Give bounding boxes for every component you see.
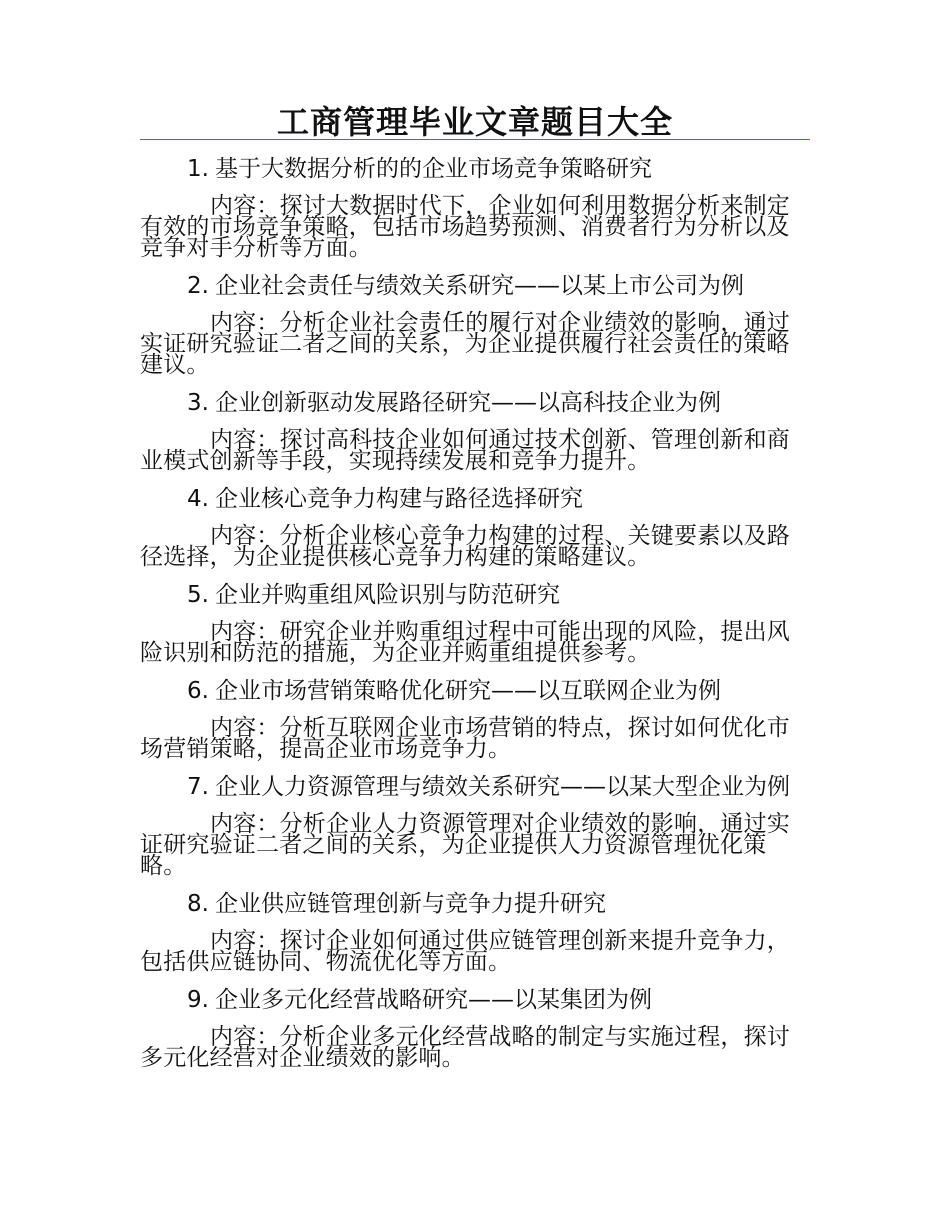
page-title: 工商管理毕业文章题目大全	[276, 103, 673, 141]
topic-number: 7.	[187, 774, 209, 800]
topic-item	[140, 678, 810, 760]
topic-title: 企业多元化经营战略研究——以某集团为例	[214, 987, 652, 1013]
topic-item	[140, 390, 810, 472]
topic-content: 内容：研究企业并购重组过程中可能出现的风险，提出风险识别和防范的措施，为企业并购重组提供参考。	[140, 619, 790, 666]
topic-content: 内容：分析企业多元化经营战略的制定与实施过程，探讨多元化经营对企业绩效的影响。	[140, 1024, 790, 1071]
title-underline	[140, 139, 810, 140]
topic-number: 5.	[187, 582, 209, 608]
topic-heading	[140, 891, 810, 917]
topic-content: 内容：分析企业核心竞争力构建的过程、关键要素以及路径选择，为企业提供核心竞争力构建的策略建议。	[140, 523, 790, 570]
topic-number: 8.	[187, 891, 209, 917]
topic-content: 内容：分析企业社会责任的履行对企业绩效的影响，通过实证研究验证二者之间的关系，为企业提供履行社会责任的策略建议。	[140, 310, 790, 378]
topic-content: 内容：探讨企业如何通过供应链管理创新来提升竞争力，包括供应链协同、物流优化等方面。	[140, 928, 790, 975]
topic-item	[140, 582, 810, 664]
topic-number: 2.	[187, 273, 209, 299]
topic-item	[140, 156, 810, 259]
topic-list	[140, 156, 810, 1069]
topic-number: 6.	[187, 678, 209, 704]
topic-number: 1.	[187, 156, 209, 182]
topic-heading	[140, 273, 810, 299]
topic-number: 3.	[187, 390, 209, 416]
topic-item	[140, 774, 810, 877]
topic-title: 企业市场营销策略优化研究——以互联网企业为例	[214, 678, 721, 704]
topic-content: 内容：分析互联网企业市场营销的特点，探讨如何优化市场营销策略，提高企业市场竞争力。	[140, 715, 790, 762]
topic-title: 企业并购重组风险识别与防范研究	[214, 582, 560, 608]
topic-item	[140, 891, 810, 973]
topic-heading	[140, 774, 810, 800]
topic-heading	[140, 156, 810, 182]
topic-item	[140, 987, 810, 1069]
topic-title: 企业人力资源管理与绩效关系研究——以某大型企业为例	[214, 774, 790, 800]
topic-item	[140, 273, 810, 376]
topic-content: 内容：探讨高科技企业如何通过技术创新、管理创新和商业模式创新等手段，实现持续发展和竞争力提升。	[140, 427, 790, 474]
topic-content: 内容：分析企业人力资源管理对企业绩效的影响，通过实证研究验证二者之间的关系，为企业提供人力资源管理优化策略。	[140, 811, 790, 879]
topic-title: 企业社会责任与绩效关系研究——以某上市公司为例	[214, 273, 744, 299]
topic-title: 基于大数据分析的的企业市场竞争策略研究	[214, 156, 652, 182]
topic-content: 内容：探讨大数据时代下，企业如何利用数据分析来制定有效的市场竞争策略，包括市场趋势预测、消费者行为分析以及竞争对手分析等方面。	[140, 193, 790, 261]
topic-heading	[140, 582, 810, 608]
topic-heading	[140, 987, 810, 1013]
topic-heading	[140, 390, 810, 416]
topic-heading	[140, 678, 810, 704]
topic-heading	[140, 486, 810, 512]
topic-title: 企业核心竞争力构建与路径选择研究	[214, 486, 583, 512]
topic-item	[140, 486, 810, 568]
topic-title: 企业创新驱动发展路径研究——以高科技企业为例	[214, 390, 721, 416]
topic-number: 4.	[187, 486, 209, 512]
topic-number: 9.	[187, 987, 209, 1013]
topic-title: 企业供应链管理创新与竞争力提升研究	[214, 891, 606, 917]
